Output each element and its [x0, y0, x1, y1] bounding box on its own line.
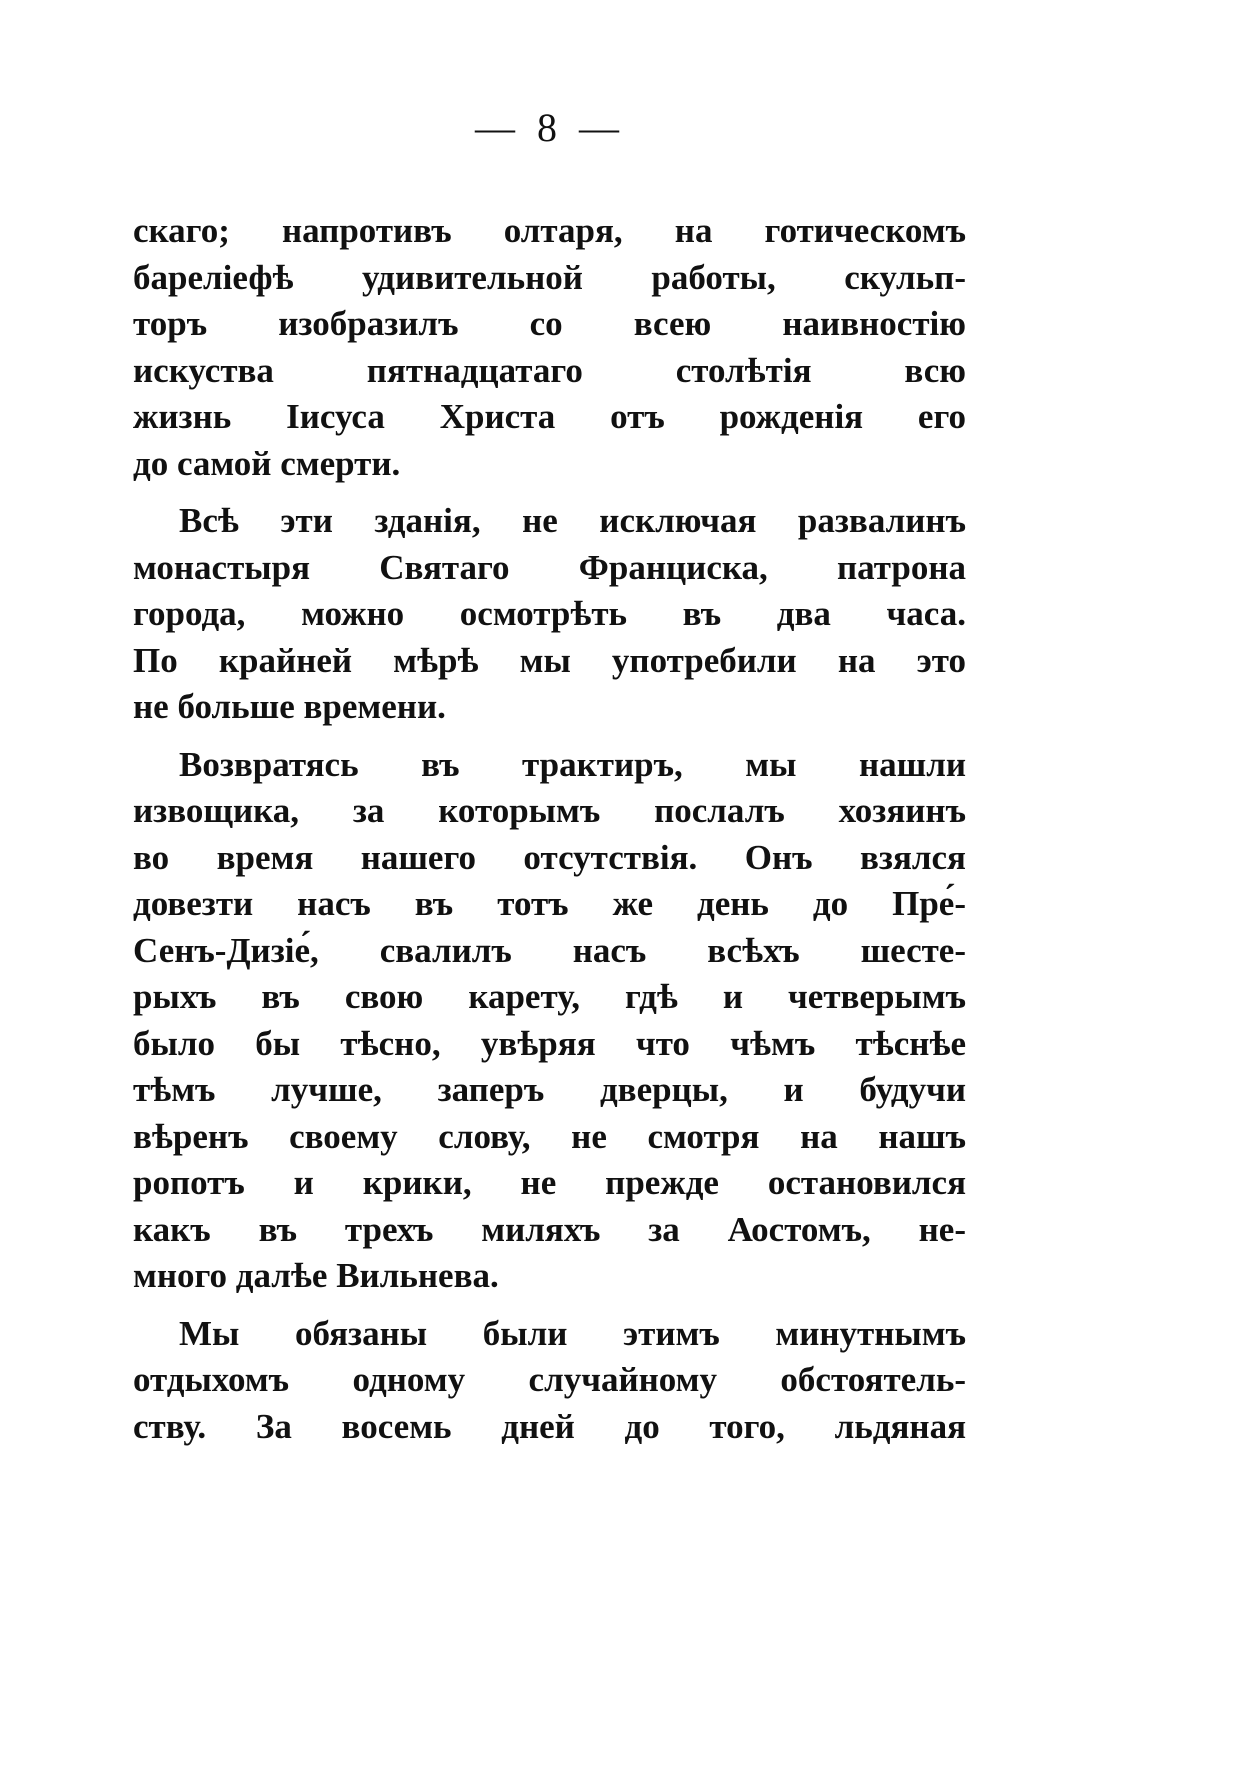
text-line: искуства пятнадцатаго столѣтія всю — [133, 350, 966, 390]
text-line: ропотъ и крики, не прежде остановился — [133, 1163, 966, 1202]
text-line: скаго; напротивъ олтаря, на готическомъ — [133, 211, 966, 250]
text-line: Возвратясь въ трактиръ, мы нашли — [179, 744, 966, 784]
text-line: было бы тѣсно, увѣряя что чѣмъ тѣснѣе — [133, 1023, 966, 1063]
paragraph-gap — [133, 1300, 966, 1311]
text-line: тѣмъ лучше, заперъ дверцы, и будучи — [133, 1070, 966, 1109]
text-line: ству. За восемь дней до того, льдяная — [133, 1406, 966, 1446]
paragraph-gap — [133, 731, 966, 742]
text-line: вѣренъ своему слову, не смотря на нашъ — [133, 1116, 966, 1156]
text-line: до самой смерти. — [133, 443, 401, 483]
text-line: Всѣ эти зданія, не исключая развалинъ — [179, 501, 966, 540]
page-number: — 8 — — [475, 105, 625, 150]
paragraph-gap — [133, 487, 966, 498]
text-line: не больше времени. — [133, 687, 446, 726]
paragraph — [133, 208, 966, 487]
text-line: какъ въ трехъ миляхъ за Аостомъ, не- — [133, 1209, 966, 1249]
text-line: жизнь Іисуса Христа отъ рожденія его — [133, 397, 966, 436]
text-line: монастыря Святаго Франциска, патрона — [133, 547, 966, 587]
text-line: По крайней мѣрѣ мы употребили на это — [133, 640, 966, 680]
text-line: города, можно осмотрѣть въ два часа. — [133, 594, 966, 633]
text-line: довезти насъ въ тотъ же день до Пре́- — [133, 884, 966, 923]
paragraph — [133, 742, 966, 1300]
text-line: много далѣе Вильнева. — [133, 1256, 499, 1295]
text-line: торъ изобразилъ со всею наивностію — [133, 304, 966, 343]
text-line: Сенъ-Дизіе́, свалилъ насъ всѣхъ шесте- — [133, 930, 966, 970]
body-text — [133, 208, 966, 1450]
text-line: Мы обязаны были этимъ минутнымъ — [179, 1313, 966, 1353]
paragraph — [133, 498, 966, 731]
text-line: отдыхомъ одному случайному обстоятель- — [133, 1360, 966, 1399]
paragraph — [133, 1311, 966, 1451]
text-line: во время нашего отсутствія. Онъ взялся — [133, 837, 966, 877]
text-line: рыхъ въ свою карету, гдѣ и четверымъ — [133, 977, 966, 1016]
text-line: бареліефѣ удивительной работы, скульп- — [133, 257, 966, 297]
text-line: извощика, за которымъ послалъ хозяинъ — [133, 791, 966, 830]
